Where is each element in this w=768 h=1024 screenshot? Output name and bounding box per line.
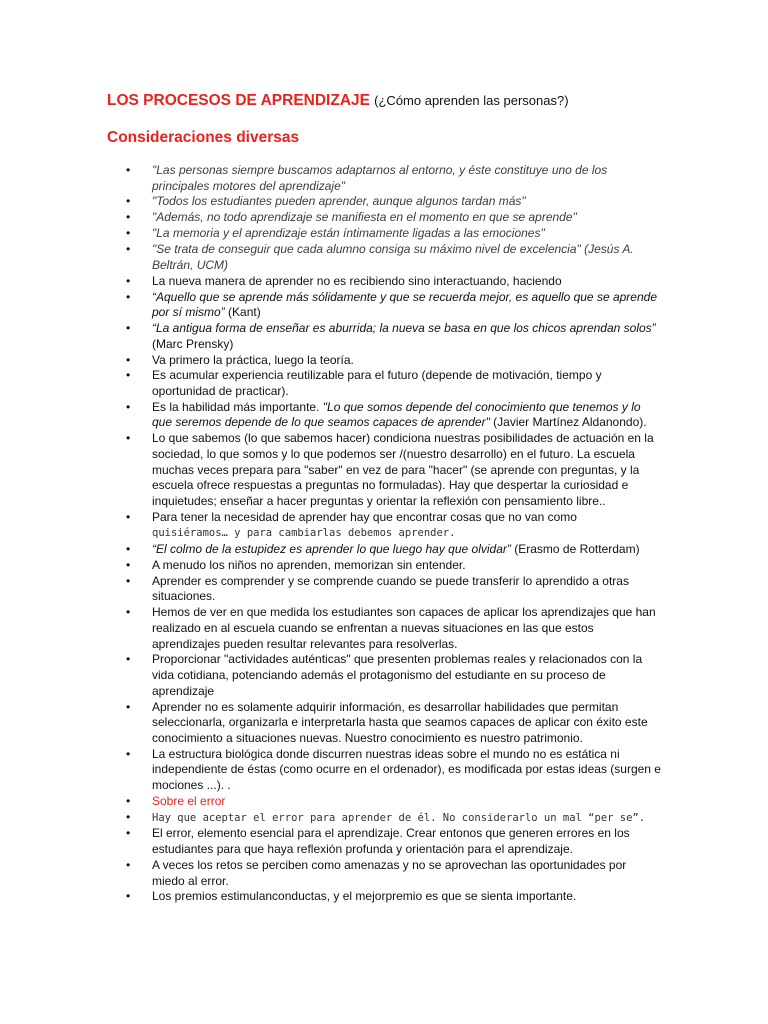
item-text: Hemos de ver en que medida los estudiantes son capaces de aplicar los aprendizajes que han realizado en al escuela cuando se enfrentan a nuevas situaciones en las que estos aprendizajes pueden resultar relevantes para resolverlas. bbox=[152, 605, 656, 651]
list-item bbox=[0, 826, 662, 857]
item-text: La estructura biológica donde discurren nuestras ideas sobre el mundo no es estática ni independiente de éstas (como ocurre en el ordenador), es modificada por estas ideas (surgen e mociones ...). . bbox=[152, 746, 661, 792]
bullet-icon: • bbox=[126, 605, 131, 620]
subsection-heading: Sobre el error bbox=[152, 793, 226, 808]
list-item bbox=[0, 810, 662, 827]
bullet-icon: • bbox=[126, 889, 131, 904]
list-item bbox=[0, 290, 662, 321]
list-item bbox=[0, 794, 662, 810]
list-item bbox=[0, 431, 662, 509]
bullet-icon: • bbox=[126, 573, 131, 588]
list-item bbox=[0, 368, 662, 399]
bullet-icon: • bbox=[126, 826, 131, 841]
list-item bbox=[0, 747, 662, 794]
quote-author: (Erasmo de Rotterdam) bbox=[510, 542, 640, 557]
item-text: Aprender es comprender y se comprende cuando se puede transferir lo aprendido a otras situaciones. bbox=[152, 573, 629, 604]
bullet-icon: • bbox=[126, 352, 131, 367]
list-item bbox=[0, 652, 662, 699]
list-item bbox=[0, 558, 662, 574]
list-item bbox=[0, 163, 662, 194]
item-text: Lo que sabemos (lo que sabemos hacer) condiciona nuestras posibilidades de actuación en la sociedad, lo que somos y lo que podemos ser /(nuestro desarrollo) en el futuro. La escuela muchas veces prepara para "saber" en vez de para "hacer" (se aprende con preguntas, y la escuela ofrece respuestas a preguntas no formuladas). Hay que despertar la curiosidad e inquietudes; enseñar a hacer preguntas y orientar la reflexión con pensamiento libre.. bbox=[152, 431, 654, 508]
bullet-icon: • bbox=[126, 699, 131, 714]
bullet-icon: • bbox=[126, 210, 131, 225]
list-item bbox=[0, 321, 662, 352]
item-text: Es acumular experiencia reutilizable para el futuro (depende de motivación, tiempo y oportunidad de practicar). bbox=[152, 368, 602, 398]
quote-text: “Aquello que se aprende más sólidamente y que se recuerda mejor, es aquello que se aprende por sí mismo” bbox=[152, 289, 657, 320]
quote-text: "La memoria y el aprendizaje están íntimamente ligadas a las emociones" bbox=[152, 226, 545, 241]
item-text-continued: quisiéramos… y para cambiarlas debemos aprender. bbox=[152, 527, 456, 540]
bullet-icon: • bbox=[126, 399, 131, 414]
quote-author: (Kant) bbox=[224, 305, 261, 320]
bullet-icon: • bbox=[126, 652, 131, 667]
bullet-icon: • bbox=[126, 558, 131, 572]
bullet-icon: • bbox=[126, 289, 131, 304]
quote-text: “El colmo de la estupidez es aprender lo que luego hay que olvidar” bbox=[152, 542, 511, 557]
list-item bbox=[0, 210, 662, 226]
quote-text: "Todos los estudiantes pueden aprender, aunque algunos tardan más" bbox=[152, 194, 526, 209]
list-item bbox=[0, 542, 662, 558]
item-text: A menudo los niños no aprenden, memorizan sin entender. bbox=[152, 558, 466, 572]
list-item bbox=[0, 226, 662, 242]
list-item bbox=[0, 858, 662, 889]
bullet-icon: • bbox=[126, 746, 131, 761]
quote-text: "Lo que somos depende del conocimiento que tenemos y lo que seremos depende de lo que seamos capaces de aprender" bbox=[152, 399, 641, 430]
page-title bbox=[107, 91, 569, 111]
list-item bbox=[0, 510, 662, 542]
item-text: Va primero la práctica, luego la teoría. bbox=[152, 352, 354, 367]
item-text: A veces los retos se perciben como amenazas y no se aprovechan las oportunidades por miedo al error. bbox=[152, 857, 627, 888]
item-text: Aprender no es solamente adquirir información, es desarrollar habilidades que permitan seleccionarla, organizarla e interpretarla hasta que seamos capaces de aplicar con éxito este conocimiento a situaciones nuevas. Nuestro conocimiento es nuestro patrimonio. bbox=[152, 699, 648, 745]
bullet-icon: • bbox=[126, 509, 131, 524]
item-text: El error, elemento esencial para el aprendizaje. Crear entonos que generen errores en los estudiantes para que haya reflexión profunda y orientación para el aprendizaje. bbox=[152, 826, 630, 857]
bullet-icon: • bbox=[126, 226, 131, 241]
bullet-icon: • bbox=[126, 321, 131, 336]
bullet-list bbox=[0, 163, 768, 905]
bullet-icon: • bbox=[126, 194, 131, 209]
quote-text: "Además, no todo aprendizaje se manifiesta en el momento en que se aprende" bbox=[152, 210, 577, 225]
bullet-icon: • bbox=[126, 273, 131, 288]
title-main: LOS PROCESOS DE APRENDIZAJE bbox=[107, 92, 370, 109]
title-subtitle: (¿Cómo aprenden las personas?) bbox=[374, 93, 569, 108]
list-item bbox=[0, 194, 662, 210]
bullet-icon: • bbox=[126, 809, 131, 824]
bullet-icon: • bbox=[126, 857, 131, 872]
quote-text: "Se trata de conseguir que cada alumno consiga su máximo nivel de excelencia" (Jesús A. Beltrán, UCM) bbox=[152, 242, 634, 272]
list-item bbox=[0, 889, 662, 905]
item-text: Es la habilidad más importante. bbox=[152, 399, 323, 414]
quote-text: “La antigua forma de enseñar es aburrida; la nueva se basa en que los chicos aprendan solos” bbox=[152, 321, 656, 336]
bullet-icon: • bbox=[126, 368, 131, 383]
bullet-icon: • bbox=[126, 793, 131, 808]
list-item bbox=[0, 353, 662, 369]
list-item bbox=[0, 574, 662, 605]
bullet-icon: • bbox=[126, 431, 131, 446]
list-item bbox=[0, 242, 662, 273]
item-text: Los premios estimulanconductas, y el mejorpremio es que se sienta importante. bbox=[152, 889, 577, 904]
bullet-icon: • bbox=[126, 542, 131, 557]
section-heading: Consideraciones diversas bbox=[107, 129, 300, 146]
bullet-icon: • bbox=[126, 163, 131, 177]
quote-text: "Las personas siempre buscamos adaptarnos al entorno, y éste constituye uno de los principales motores del aprendizaje" bbox=[152, 163, 608, 193]
quote-author: (Javier Martínez Aldanondo). bbox=[489, 415, 647, 430]
quote-author: (Marc Prensky) bbox=[152, 336, 234, 351]
list-item bbox=[0, 605, 662, 652]
item-text: Hay que aceptar el error para aprender de él. No considerarlo un mal “per se”. bbox=[152, 811, 646, 824]
list-item bbox=[0, 700, 662, 747]
item-text: Para tener la necesidad de aprender hay que encontrar cosas que no van como bbox=[152, 509, 577, 524]
list-item bbox=[0, 400, 662, 431]
bullet-icon: • bbox=[126, 242, 131, 257]
item-text: La nueva manera de aprender no es recibiendo sino interactuando, haciendo bbox=[152, 273, 562, 288]
list-item bbox=[0, 274, 662, 290]
item-text: Proporcionar "actividades auténticas" que presenten problemas reales y relacionados con la vida cotidiana, potenciando además el protagonismo del estudiante en su proceso de aprendizaje bbox=[152, 652, 643, 698]
